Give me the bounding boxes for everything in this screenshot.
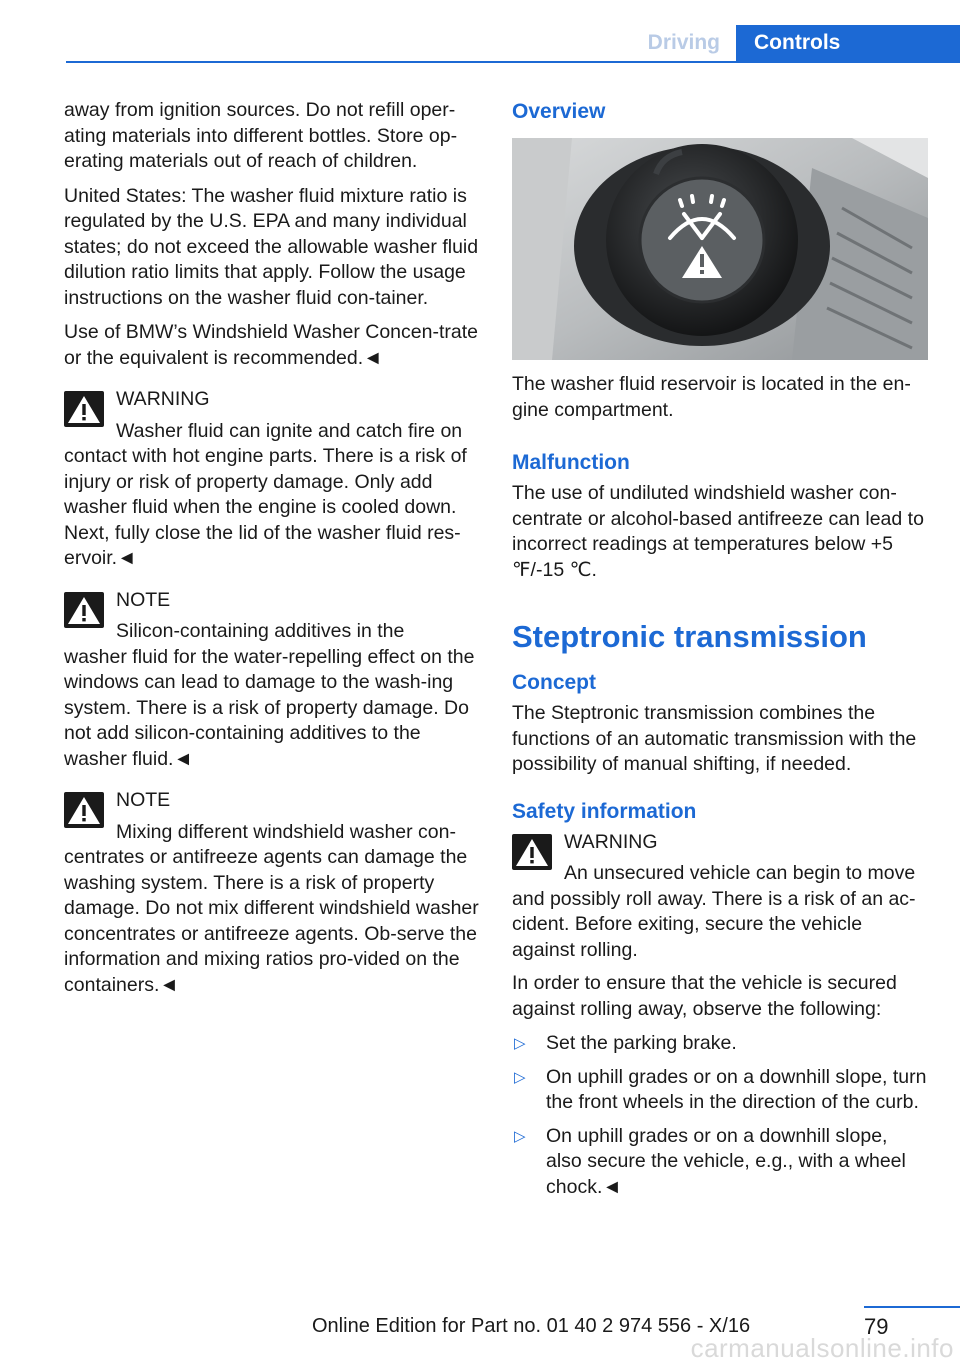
note-text-cont: centrates or antifreeze agents can damage the washing system. There is a risk of property damage. Do not mix different windshield washer concentrates or antifreeze agents. Ob-serve the information and mixing ratios pro-vided on the containers.◄: [64, 846, 479, 996]
warning-heading: WARNING: [116, 388, 210, 410]
triangle-right-icon: ▷: [514, 1035, 526, 1052]
list-item: [512, 1065, 928, 1116]
note-block: [64, 788, 480, 998]
section-title-safety: Safety information: [512, 799, 697, 823]
triangle-right-icon: ▷: [514, 1068, 526, 1086]
warning-triangle-icon: [512, 834, 552, 870]
warning-triangle-icon: [64, 391, 104, 427]
list-item-text: Set the parking brake.: [546, 1032, 737, 1054]
note-text: Mixing different windshield washer con-: [116, 820, 456, 843]
washer-reservoir-cap-photo: [512, 138, 928, 360]
header-divider: [66, 61, 960, 63]
watermark: carmanualsonline.info: [690, 1333, 954, 1363]
overview-text: The washer fluid reservoir is located in the en-gine compartment.: [512, 373, 911, 421]
secure-text: In order to ensure that the vehicle is secured against rolling away, observe the following:: [512, 972, 897, 1020]
triangle-right-icon: ▷: [514, 1127, 526, 1145]
note-heading: NOTE: [116, 789, 171, 811]
note-text: Silicon-containing additives in the: [116, 620, 405, 642]
warning-block: [64, 387, 480, 572]
right-column: [512, 98, 928, 1208]
section-title-concept: Concept: [512, 671, 596, 694]
tab-driving[interactable]: Driving: [647, 31, 720, 54]
page-header: [66, 25, 960, 63]
warning-heading: WARNING: [564, 830, 658, 853]
warning-triangle-icon: [64, 592, 104, 628]
note-heading: NOTE: [116, 588, 171, 611]
list-item: [512, 1124, 928, 1201]
list-item-text: On uphill grades or on a downhill slope, also secure the vehicle, e.g., with a wheel chock.◄: [546, 1124, 906, 1198]
warning-text: An unsecured vehicle can begin to move: [564, 862, 916, 884]
section-title-malfunction: Malfunction: [512, 451, 630, 474]
chapter-title-steptronic: Steptronic transmission: [512, 619, 867, 654]
paragraph: away from ignition sources. Do not refill oper-ating materials into different bottles. Store op-erating materials out of reach of children.: [64, 99, 458, 172]
malfunction-text: The use of undiluted windshield washer con-centrate or alcohol-based antifreeze can lead to incorrect readings at temperatures below +5 ℉/-15 ℃.: [512, 482, 924, 581]
paragraph: United States: The washer fluid mixture ratio is regulated by the U.S. EPA and many individual states; do not exceed the allowable washer fluid dilution ratio limits that apply. Follow the usage instructions on the washer fluid con-tainer.: [64, 184, 479, 309]
list-item: [512, 1031, 928, 1057]
warning-text-cont: contact with hot engine parts. There is a risk of injury or risk of property damage. Only add washer fluid when the engine is cooled down. Next, fully close the lid of the washer fluid res-ervoir.◄: [64, 445, 467, 569]
bullet-list: [512, 1031, 928, 1200]
tab-controls[interactable]: Controls: [736, 25, 960, 61]
warning-text: Washer fluid can ignite and catch fire on: [116, 419, 463, 442]
warning-triangle-icon: [64, 792, 104, 828]
paragraph: Use of BMW’s Windshield Washer Concen-trate or the equivalent is recommended.◄: [64, 321, 478, 369]
concept-text: The Steptronic transmission combines the functions of an automatic transmission with the possibility of manual shifting, if needed.: [512, 702, 917, 775]
footer-divider: [864, 1306, 960, 1308]
note-text-cont: washer fluid for the water-repelling effect on the windows can lead to damage to the wash-ing system. There is a risk of property damage. Do not add silicon-containing additives to the washer fluid.◄: [64, 645, 475, 770]
page-number: 79: [864, 1314, 889, 1339]
warning-block: [512, 830, 928, 964]
section-title-overview: Overview: [512, 100, 606, 123]
list-item-text: On uphill grades or on a downhill slope, turn the front wheels in the direction of the curb.: [546, 1065, 927, 1113]
warning-text-cont: and possibly roll away. There is a risk of an ac-cident. Before exiting, secure the vehicle against rolling.: [512, 887, 916, 961]
edition-text: Online Edition for Part no. 01 40 2 974 556 - X/16: [312, 1315, 751, 1337]
note-block: [64, 588, 480, 773]
left-column: [64, 98, 480, 1014]
